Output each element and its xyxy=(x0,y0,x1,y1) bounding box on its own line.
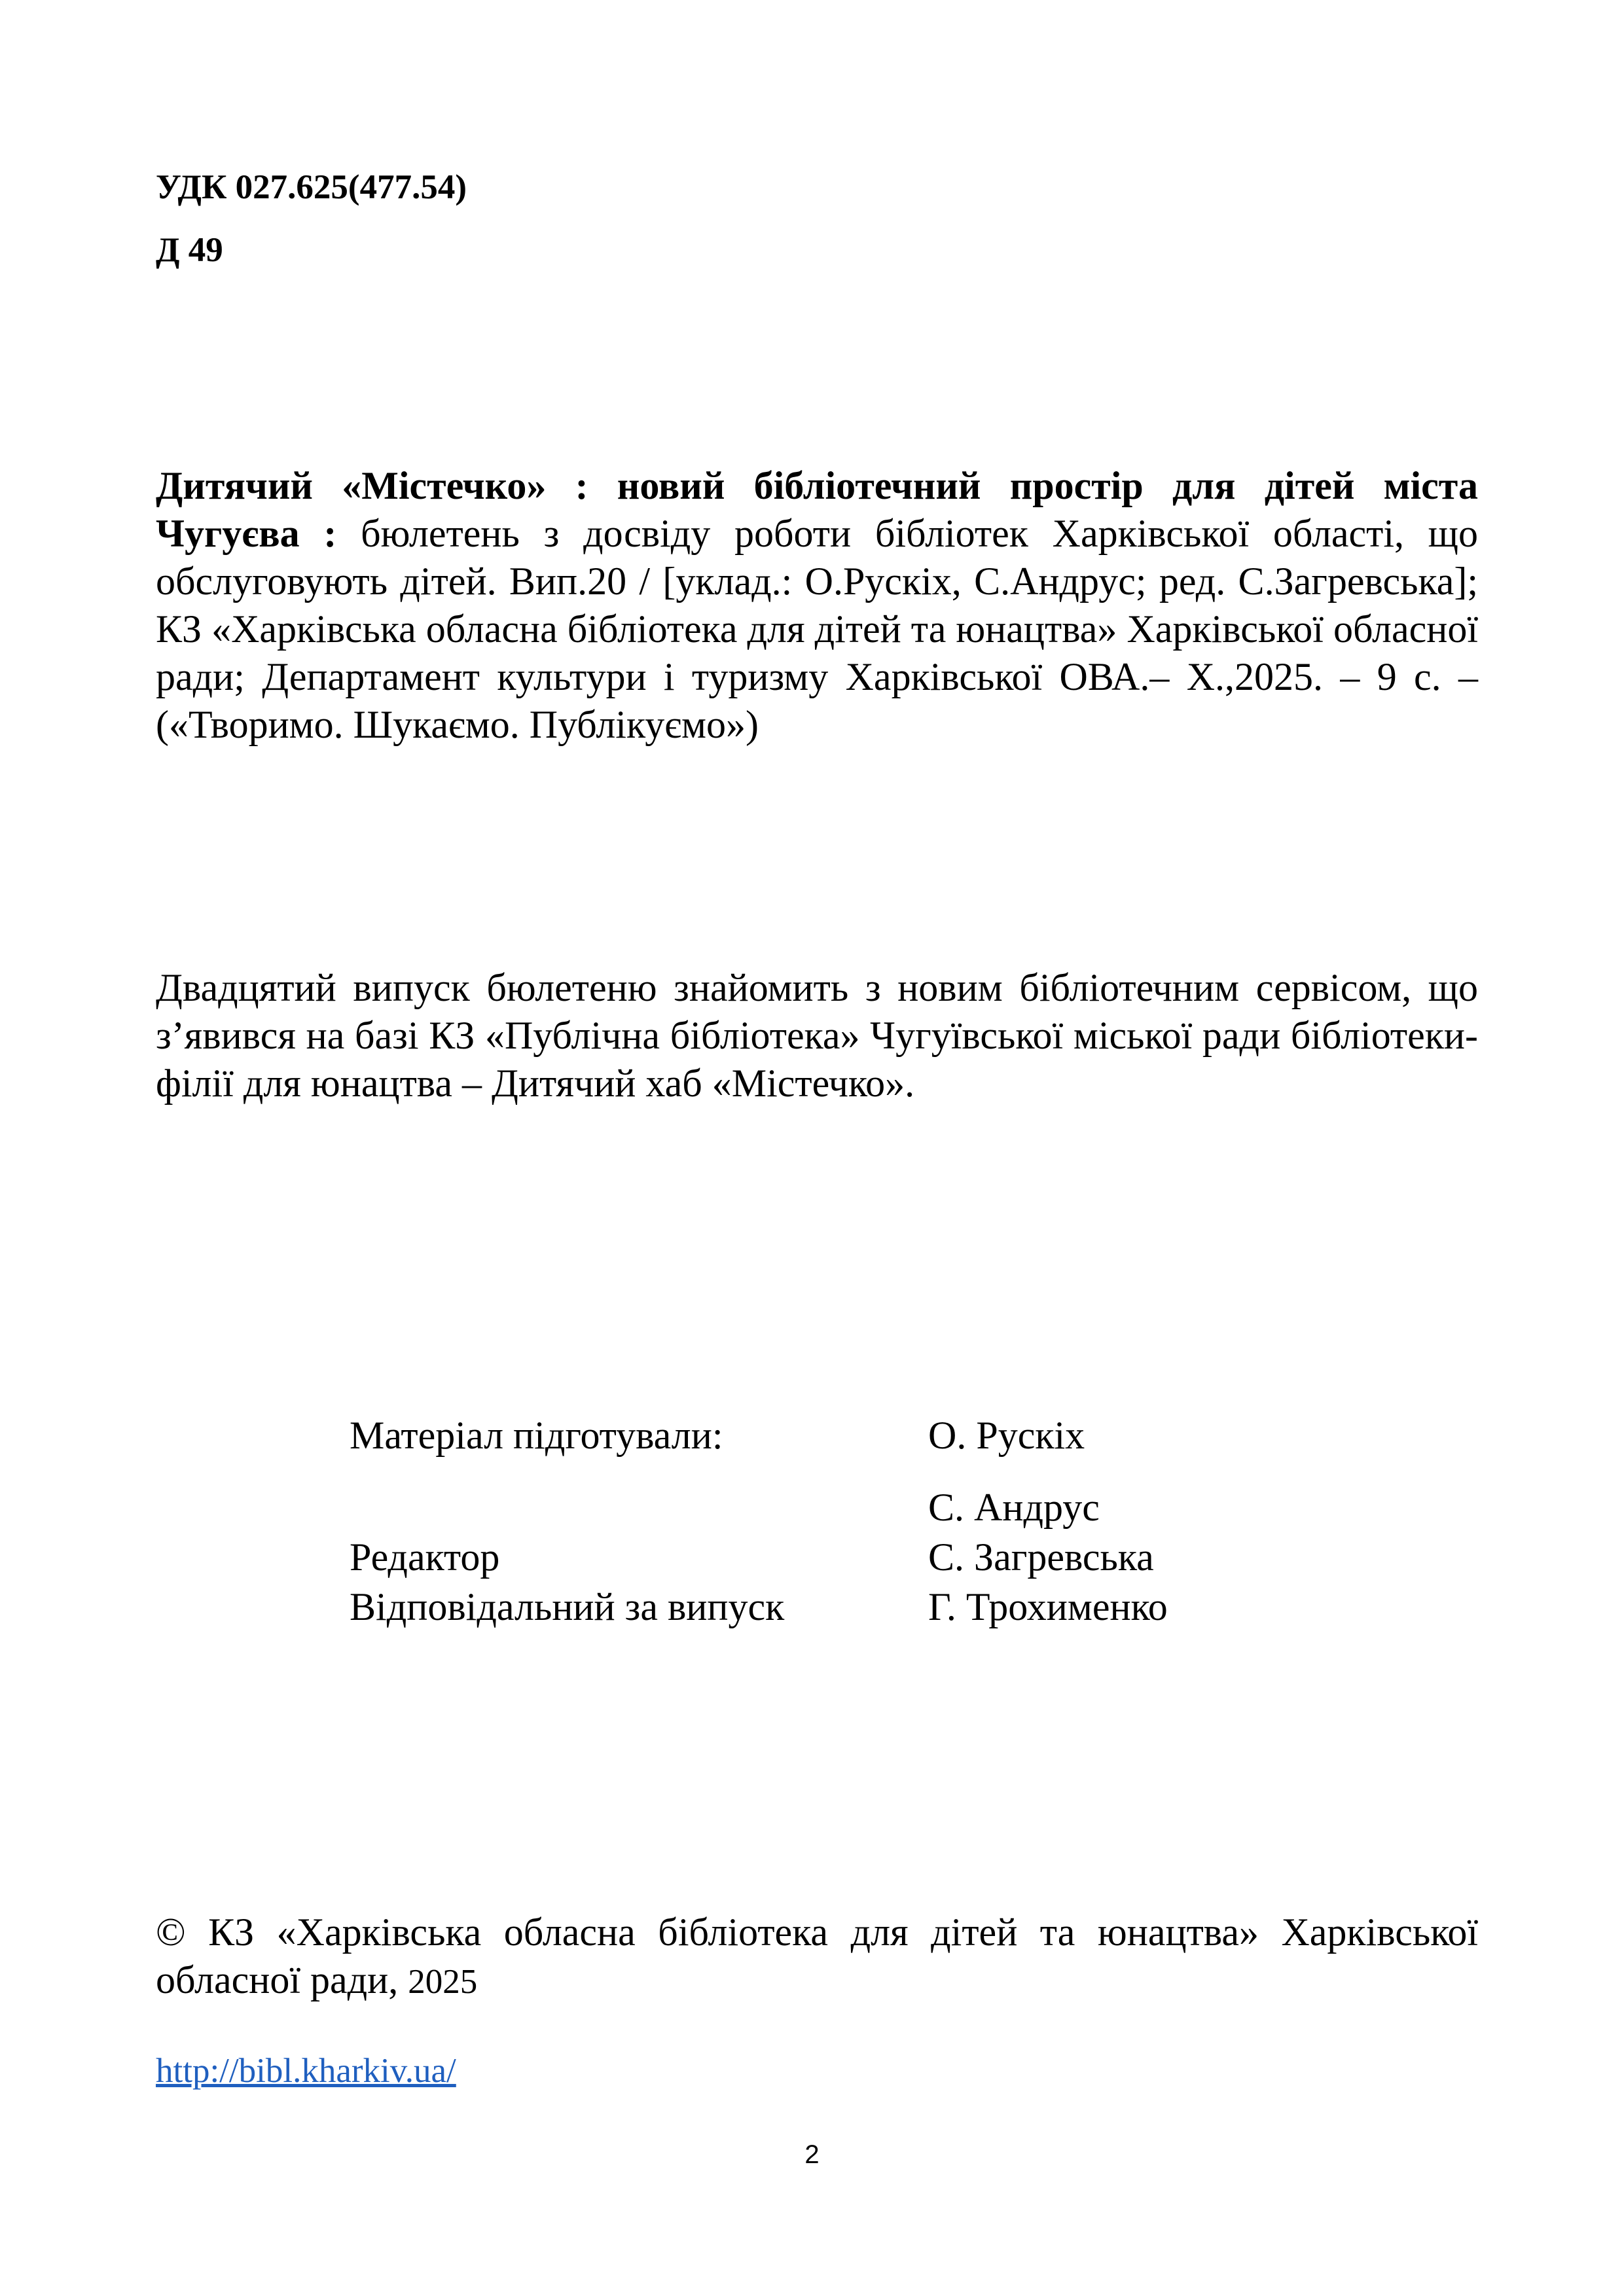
website-link[interactable]: http://bibl.kharkiv.ua/ xyxy=(156,2052,456,2090)
editor-name: С. Загревська xyxy=(928,1535,1154,1579)
credits-block xyxy=(350,1410,1462,1632)
responsible-label: Відповідальний за випуск xyxy=(350,1585,785,1628)
copyright-year: 2025 xyxy=(408,1963,478,2001)
author-mark: Д 49 xyxy=(156,231,223,269)
classification-block xyxy=(156,156,467,281)
credit-row-prepared xyxy=(350,1410,1462,1460)
udk-code: УДК 027.625(477.54) xyxy=(156,168,467,206)
responsible-name: Г. Трохименко xyxy=(928,1585,1168,1628)
prepared-by-name-1: О. Рускіх xyxy=(928,1414,1085,1457)
copyright-notice xyxy=(156,1909,1478,2006)
prepared-by-label: Матеріал підготували: xyxy=(350,1414,723,1457)
annotation-paragraph: Двадцятий випуск бюлетеню знайомить з новим бібліотечним сервісом, що з’явився на базі КЗ «Публічна бібліотека» Чугуївської міської ради бібліотеки-філії для юнацтва – Дитячий хаб «Містечко». xyxy=(156,966,1478,1105)
empty-role xyxy=(350,1482,928,1532)
bibliographic-record xyxy=(156,462,1478,749)
copyright-text: © КЗ «Харківська обласна бібліотека для дітей та юнацтва» Харківської обласної ради, xyxy=(156,1910,1478,2001)
prepared-by-name-2: С. Андрус xyxy=(928,1486,1100,1529)
credit-row-prepared-2 xyxy=(350,1482,1462,1532)
credit-row-responsible xyxy=(350,1582,1462,1632)
bibliographic-title: Дитячий «Містечко» : новий бібліотечний простір для дітей міста Чугуєва : xyxy=(156,464,1478,555)
editor-label: Редактор xyxy=(350,1535,500,1579)
bibliographic-details: бюлетень з досвіду роботи бібліотек Харківської області, що обслуговують дітей. Вип.20 / [уклад.: О.Рускіх, С.Андрус; ред. С.Загревська]; КЗ «Харківська обласна бібліотека для дітей та юнацтва» Харківської обласної ради; Департамент культури і туризму Харківської ОВА.– Х.,2025. – 9 с. – («Творимо. Шукаємо. Публікуємо») xyxy=(156,512,1479,746)
page-number: 2 xyxy=(804,2140,820,2169)
credit-row-editor xyxy=(350,1532,1462,1582)
